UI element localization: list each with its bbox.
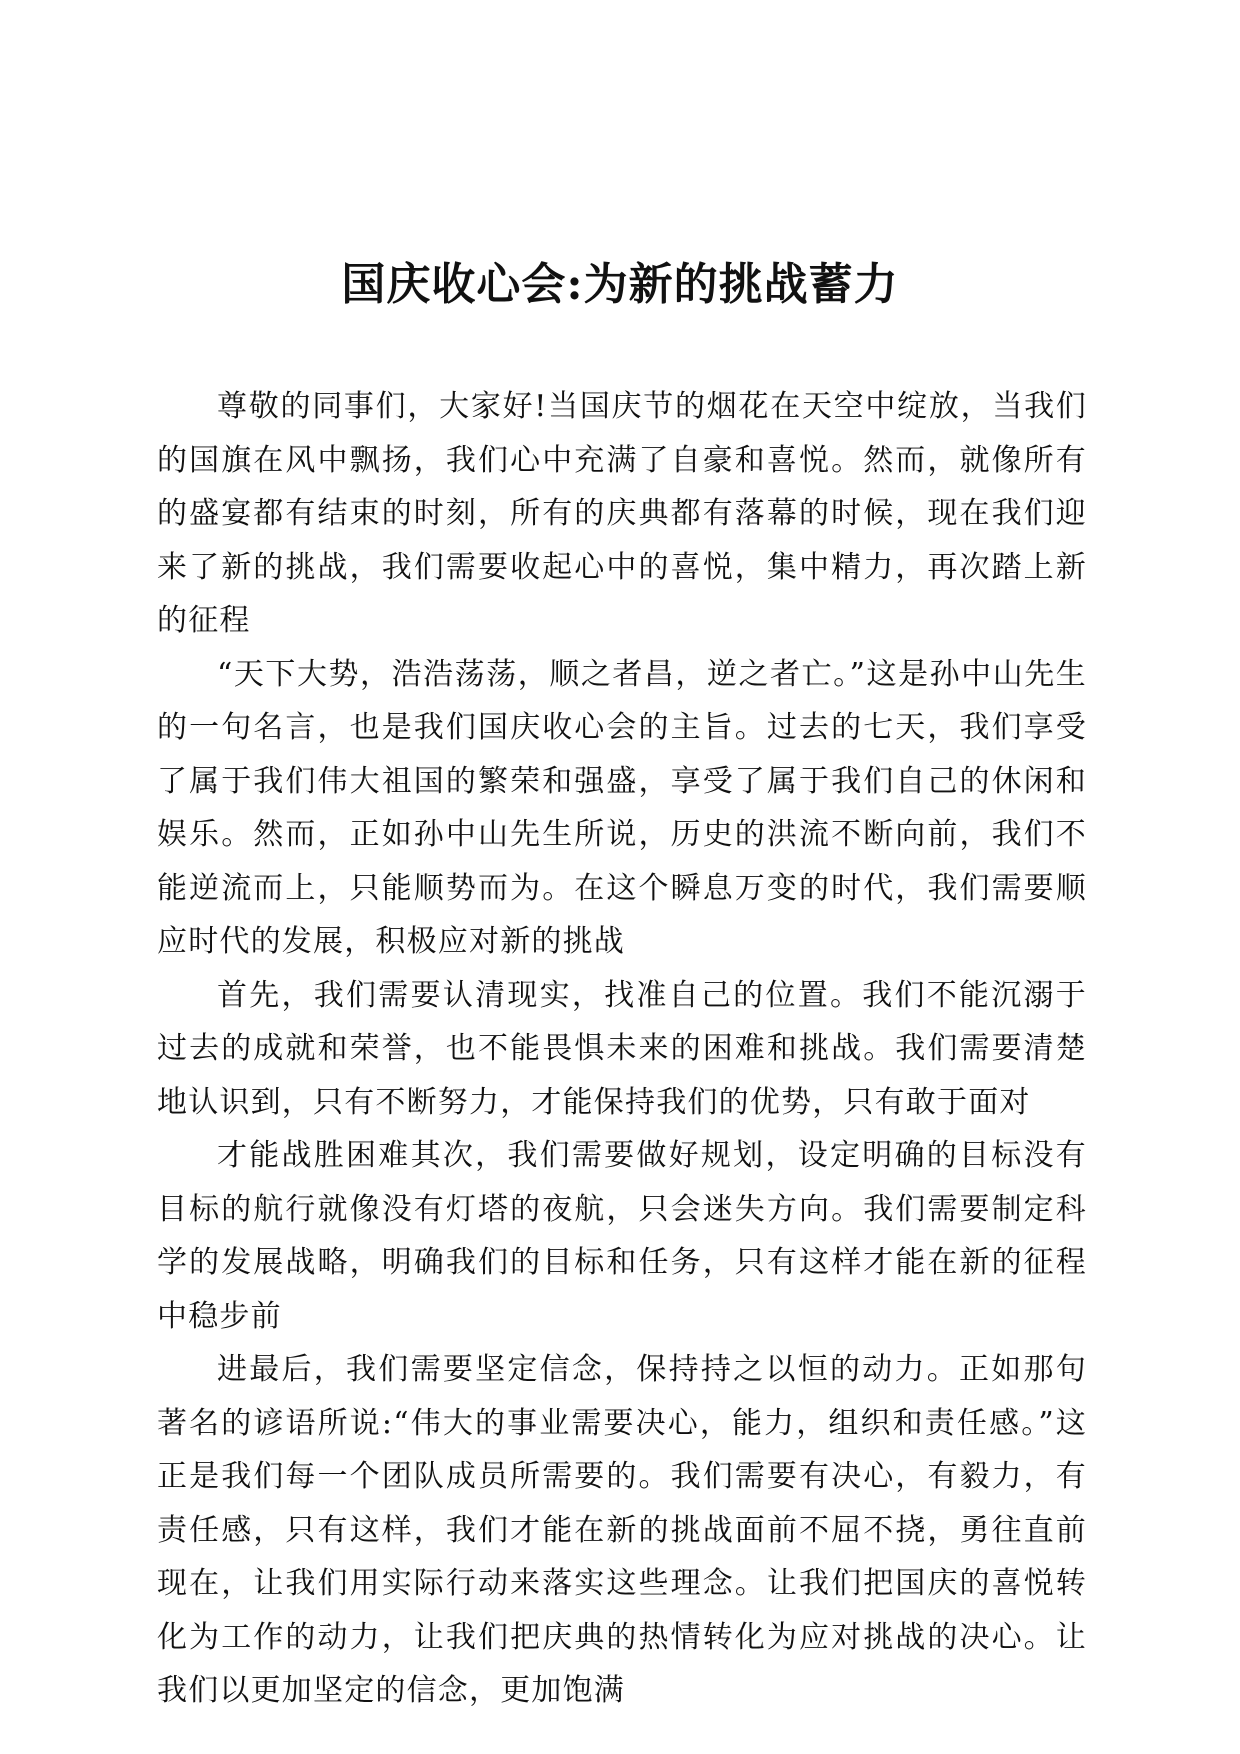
paragraph-5: 进最后，我们需要坚定信念，保持持之以恒的动力。正如那句著名的谚语所说:“伟大的事业需要决心，能力，组织和责任感。”这正是我们每一个团队成员所需要的。我们需要有决心，有毅力，有责任感，只有这样，我们才能在新的挑战面前不屈不挠，勇往直前现在，让我们用实际行动来落实这些理念。让我们把国庆的喜悦转化为工作的动力，让我们把庆典的热情转化为应对挑战的决心。让我们以更加坚定的信念，更加饱满: [157, 1352, 1087, 1708]
paragraph-4: 才能战胜困难其次，我们需要做好规划，设定明确的目标没有目标的航行就像没有灯塔的夜航，只会迷失方向。我们需要制定科学的发展战略，明确我们的目标和任务，只有这样才能在新的征程中稳步前: [157, 1138, 1087, 1334]
document-body: [157, 380, 1087, 1718]
paragraph-2: “天下大势，浩浩荡荡，顺之者昌，逆之者亡。”这是孙中山先生的一句名言，也是我们国庆收心会的主旨。过去的七天，我们享受了属于我们伟大祖国的繁荣和强盛，享受了属于我们自己的休闲和娱乐。然而，正如孙中山先生所说，历史的洪流不断向前，我们不能逆流而上，只能顺势而为。在这个瞬息万变的时代，我们需要顺应时代的发展，积极应对新的挑战: [157, 656, 1087, 959]
document-title: 国庆收心会:为新的挑战蓄力: [341, 259, 899, 310]
paragraph-3: 首先，我们需要认清现实，找准自己的位置。我们不能沉溺于过去的成就和荣誉，也不能畏惧未来的困难和挑战。我们需要清楚地认识到，只有不断努力，才能保持我们的优势，只有敢于面对: [157, 977, 1087, 1120]
paragraph-1: 尊敬的同事们，大家好!当国庆节的烟花在天空中绽放，当我们的国旗在风中飘扬，我们心中充满了自豪和喜悦。然而，就像所有的盛宴都有结束的时刻，所有的庆典都有落幕的时候，现在我们迎来了新的挑战，我们需要收起心中的喜悦，集中精力，再次踏上新的征程: [157, 389, 1087, 638]
